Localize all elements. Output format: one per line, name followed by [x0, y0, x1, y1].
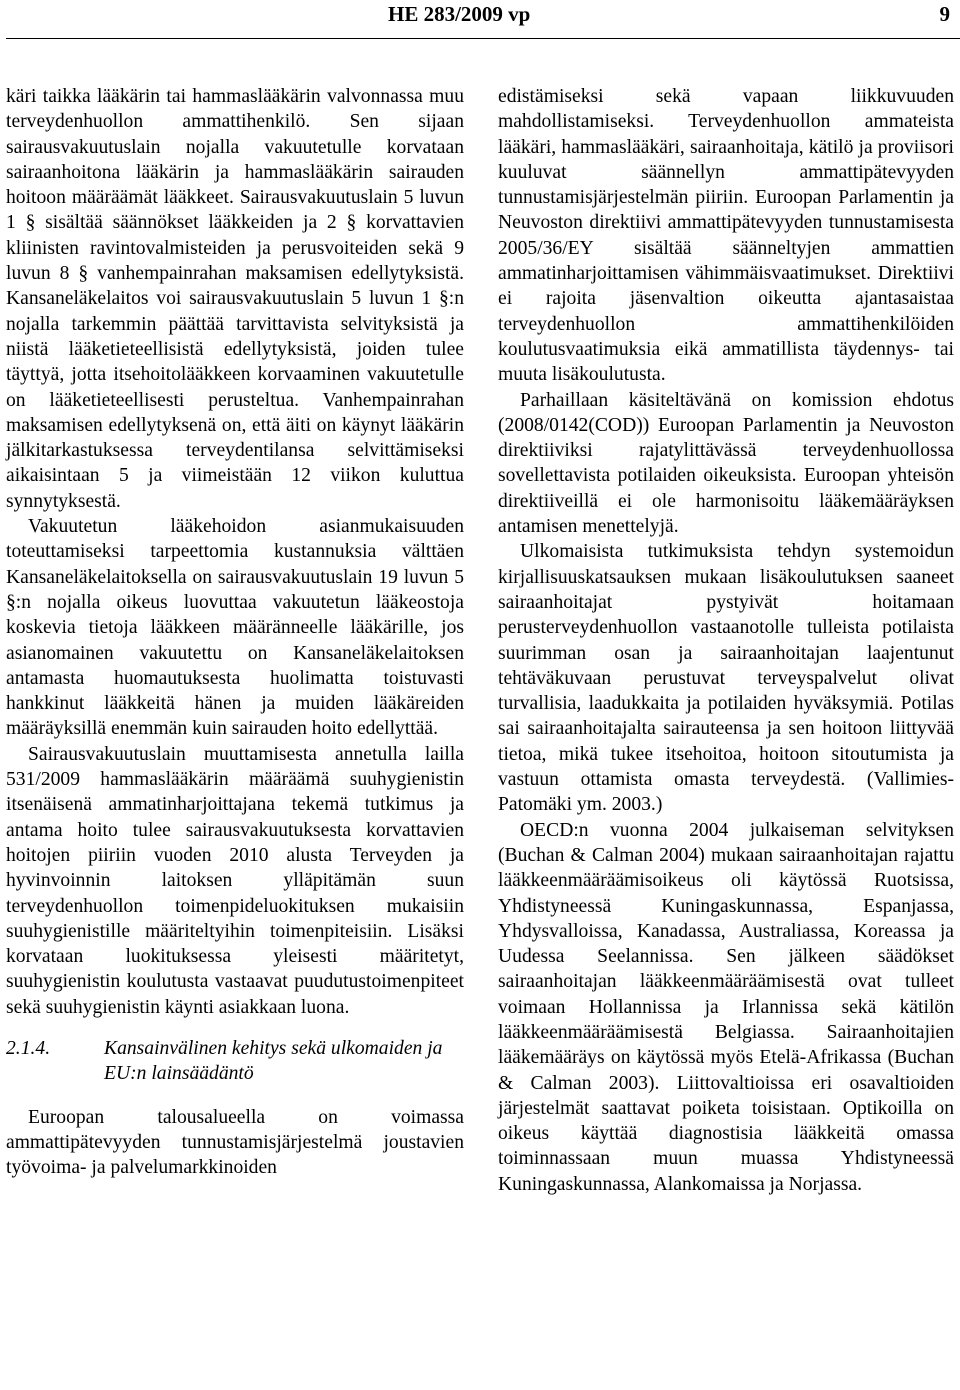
- page-header: [0, 0, 960, 40]
- paragraph: Ulkomaisista tutkimuksista tehdyn systemoidun kirjallisuuskatsauksen mukaan lisäkoulutuksen saaneet sairaanhoitajat pystyivät hoitamaan perusterveydenhuollon vastaanotolle tulleista potilaista suurimman osan ja sairaanhoitajan laajentunut tehtäväkuvaan perustuvat terveyspalvelut olivat turvallisia, laadukkaita ja potilaiden hyväksymiä. Potilas sai sairaanhoitajalta sairauteensa ja sen hoitoon liittyvää tietoa, mikä tukee itsehoitoa, hoitoon sitoutumista ja vastuun ottamista omasta terveydestä. (Vallimies-Patomäki ym. 2003.): [498, 541, 954, 816]
- paragraph: OECD:n vuonna 2004 julkaiseman selvityksen (Buchan & Calman 2004) mukaan sairaanhoitajan rajattu lääkkeenmääräämisoikeus oli käytössä Ruotsissa, Yhdistyneessä Kuningaskunnassa, Espanjassa, Yhdysvalloissa, Kanadassa, Australiassa, Koreassa ja Uudessa Seelannissa. Sen jälkeen säädökset sairaanhoitajan lääkkeenmääräämisestä ovat tulleet voimaan Hollannissa ja Irlannissa sekä kätilön lääkkeenmääräämisestä Belgiassa. Sairaanhoitajien lääkemääräys on käytössä myös Etelä-Afrikassa (Buchan & Calman 2003). Liittovaltioissa eri osavaltioiden järjestelmät saattavat poiketa toisistaan. Optikoilla on oikeus käyttää diagnostisia lääkkeitä omassa toiminnassaan muun muassa Yhdistyneessä Kuningaskunnassa, Alankomaissa ja Norjassa.: [498, 819, 954, 1195]
- paragraph: käri taikka lääkärin tai hammaslääkärin valvonnassa muu terveydenhuollon ammattihenkilö. Sen sijaan sairausvakuutuslain nojalla vakuutetulle korvataan sairaanhoitona lääkärin ja hammaslääkärin sairauden hoitoon määräämät lääkkeet. Sairausvakuutuslain 5 luvun 1 § sisältää säännökset lääkkeiden ja 2 § korvattavien kliinisten ravintovalmisteiden ja perusvoiteiden sekä 9 luvun 8 § vanhempainrahan maksamisen edellytyksistä. Kansaneläkelaitos voi sairausvakuutuslain 5 luvun 1 §:n nojalla tarkemmin päättää tarvittavista selvityksistä ja niistä lääketieteellisistä edellytyksistä, joiden tulee täyttyä, jotta itsehoitolääkkeen korvaaminen vakuutetulle on lääketieteellisesti perusteltua. Vanhempainrahan maksamisen edellytyksenä on, että äiti on käynyt lääkärin jälkitarkastuksessa terveydentilansa selvittämiseksi aikaisintaan 5 ja viimeistään 12 viikon kuluttua synnytyksestä.: [6, 86, 464, 512]
- paragraph: Parhaillaan käsiteltävänä on komission ehdotus (2008/0142(COD)) Euroopan Parlamentin ja Neuvoston direktiiviksi rajatylittävässä terveydenhuollossa sovellettavista potilaiden oikeuksista. Euroopan yhteisön direktiiveillä ei ole harmonisoitu lääkemääräyksen antamisen menettelyjä.: [498, 389, 954, 538]
- paragraph: Vakuutetun lääkehoidon asianmukaisuuden toteuttamiseksi tarpeettomia kustannuksia välttäen Kansaneläkelaitoksella on sairausvakuutuslain 19 luvun 5 §:n nojalla oikeus luovuttaa vakuutetun lääkeostoja koskevia tietoja lääkkeen määränneelle lääkärille, jos asianomainen vakuutettu on Kansaneläkelaitoksen antamasta huomautuksesta huolimatta toistuvasti hankkinut lääkkeitä hänen ja muiden lääkäreiden määräyksillä enemmän kuin sairauden hoito edellyttää.: [6, 516, 464, 740]
- page-number: 9: [939, 2, 950, 26]
- left-column: [6, 84, 464, 1180]
- right-column: [498, 84, 954, 1197]
- section-heading: [6, 1036, 464, 1087]
- section-number: 2.1.4.: [6, 1037, 51, 1059]
- document-id: HE 283/2009 vp: [388, 2, 531, 26]
- paragraph: Euroopan talousalueella on voimassa ammattipätevyyden tunnustamisjärjestelmä joustavien työvoima- ja palvelumarkkinoiden: [6, 1106, 464, 1179]
- paragraph: edistämiseksi sekä vapaan liikkuvuuden mahdollistamiseksi. Terveydenhuollon ammateista lääkäri, hammaslääkäri, sairaanhoitaja, kätilö ja proviisori kuuluvat säännellyn ammattipätevyyden tunnustamisjärjestelmän piiriin. Euroopan Parlamentin ja Neuvoston direktiivi ammattipätevyyden tunnustamisesta 2005/36/EY sisältää säänneltyjen ammattien ammatinharjoittamisen vähimmäisvaatimukset. Direktiivi ei rajoita jäsenvaltion oikeutta ajantasaistaa terveydenhuollon ammattihenkilöiden koulutusvaatimuksia eikä ammatillista täydennys- tai muuta lisäkoulutusta.: [498, 86, 954, 386]
- section-title: Kansainvälinen kehitys sekä ulkomaiden ja EU:n lainsäädäntö: [104, 1037, 443, 1085]
- paragraph: Sairausvakuutuslain muuttamisesta annetulla lailla 531/2009 hammaslääkärin määräämä suuhygienistin itsenäisenä ammatinharjoittajana tekemä tutkimus ja antama hoito tulee sairausvakuutuksesta korvattavien hoitojen piiriin vuoden 2010 alusta Terveyden ja hyvinvoinnin laitoksen ylläpitämän suun terveydenhuollon toimenpideluokituksen mukaisiin suuhygienistille määriteltyihin toimenpiteisiin. Lisäksi korvataan luokituksessa yleisesti määritetyt, suuhygienistin koulutusta vastaavat puudutustoimenpiteet sekä suuhygienistin käynti asiakkaan luona.: [6, 743, 464, 1018]
- header-rule: [6, 38, 960, 39]
